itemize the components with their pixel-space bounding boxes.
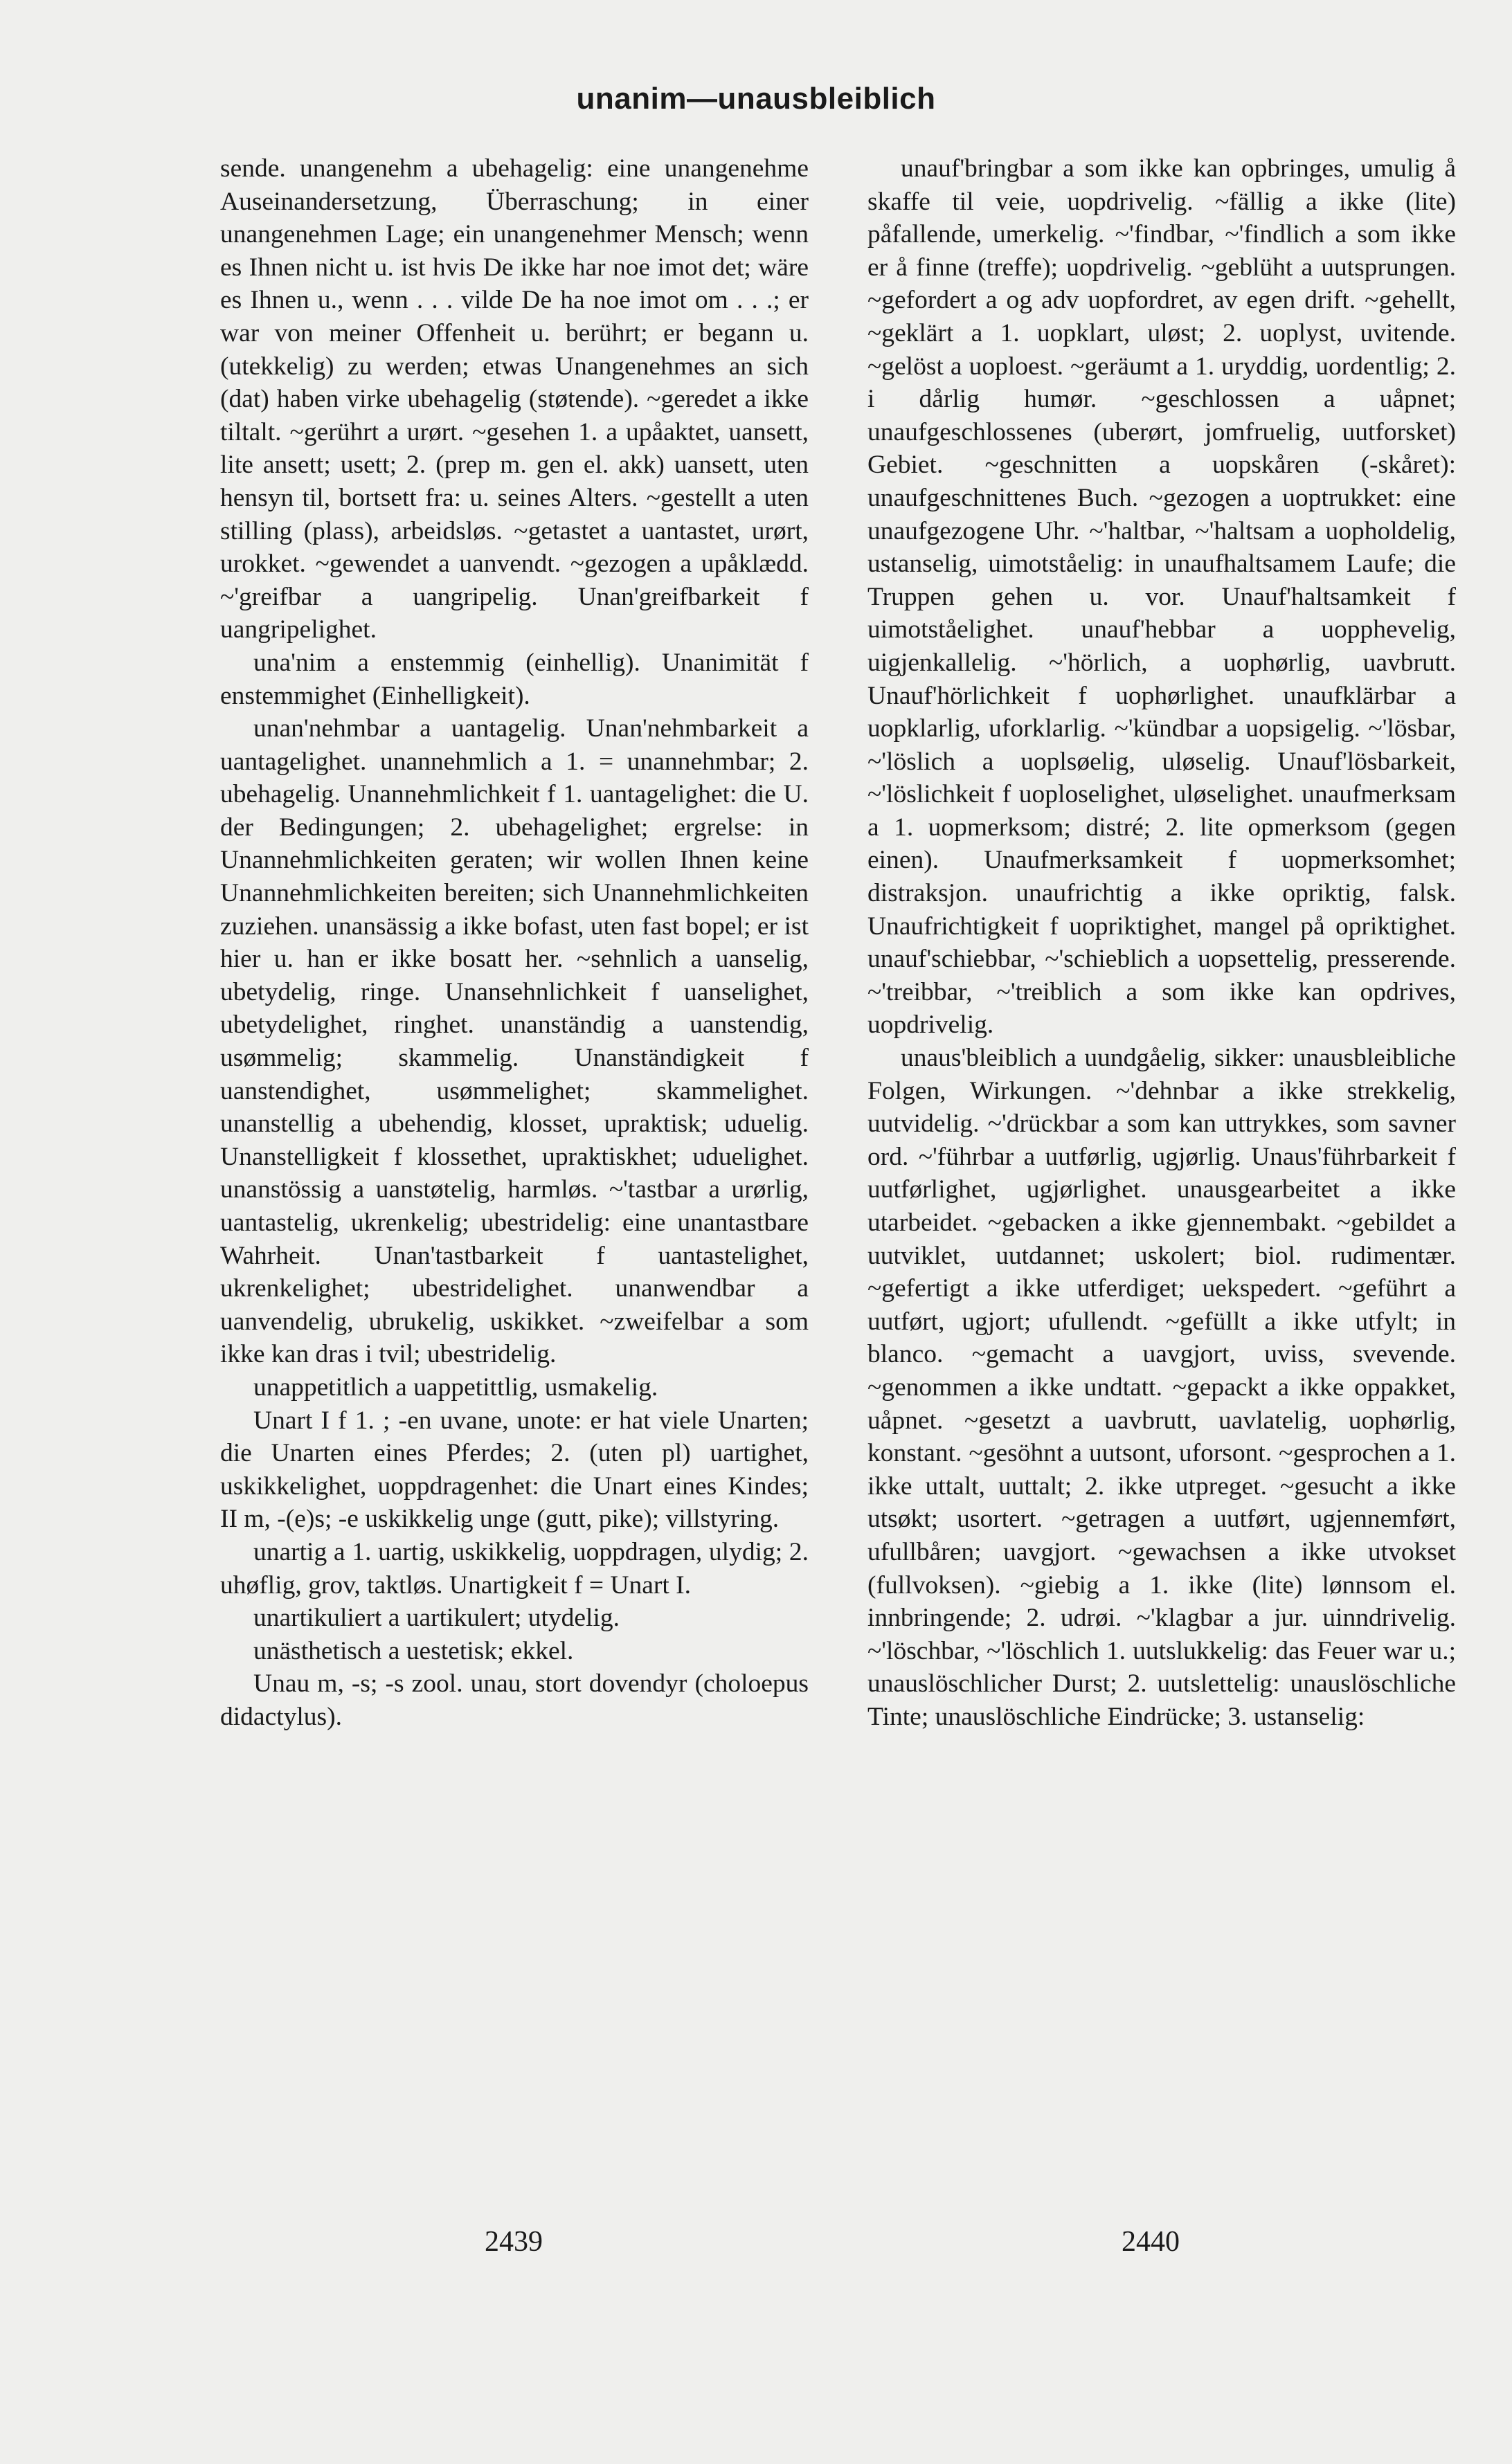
- entry-block: unästhetisch a uestetisk; ekkel.: [253, 1636, 574, 1665]
- entry-block: unappetitlich a uappetittlig, usmakelig.: [253, 1373, 658, 1402]
- entry-block: unan'nehmbar a uantagelig. Unan'nehmbarkeit a uantagelighet. unannehmlich a 1. = unannehmbar; 2. ubehagelig. Unannehmlichkeit f 1. uantagelighet: die U. der Bedingungen; 2. ubehagelighet; ergrelse: in Unannehmlichkeiten geraten; wir wollen Ihnen keine Unannehmlichkeiten bereiten; sich Unannehmlichkeiten zuziehen. unansässig a ikke bofast, uten fast bopel; er ist hier u. han er ikke bosatt her. ~sehnlich a uanselig, ubetydelig, ringe. Unansehnlichkeit f uanselighet, ubetydelighet, ringhet. unanständig a uanstendig, usømmelig; skammelig. Unanständigkeit f uanstendighet, usømmelighet; skammelighet. unanstellig a ubehendig, klosset, upraktisk; uduelig. Unanstelligkeit f klossethet, upraktiskhet; uduelighet. unanstössig a uanstøtelig, harmløs. ~'tastbar a urørlig, uantastelig, ukrenkelig; ubestridelig: eine unantastbare Wahrheit. Unan'tastbarkeit f uantastelighet, ukrenkelighet; ubestridelighet. unanwendbar a uanvendelig, ubrukelig, uskikket. ~zweifelbar a som ikke kan dras i tvil; ubestridelig.: [220, 714, 809, 1369]
- entry-block: unauf'bringbar a som ikke kan opbringes, umulig å skaffe til veie, uopdrivelig. ~fällig a ikke (lite) påfallende, umerkelig. ~'findbar, ~'findlich a som ikke er å finne (treffe); uopdrivelig. ~geblüht a uutsprungen. ~gefordert a og adv uopfordret, av egen drift. ~gehellt, ~geklärt a 1. uopklart, uløst; 2. uoplyst, uvitende. ~gelöst a uoploest. ~geräumt a 1. uryddig, uordentlig; 2. i dårlig humør. ~geschlossen a uåpnet; unaufgeschlossenes (uberørt, jomfruelig, uutforsket) Gebiet. ~geschnitten a uopskåren (-skåret): unaufgeschnittenes Buch. ~gezogen a uoptrukket: eine unaufgezogene Uhr. ~'haltbar, ~'haltsam a uopholdelig, ustanselig, uimotståelig: in unaufhaltsamem Laufe; die Truppen gehen u. vor. Unauf'haltsamkeit f uimotståelighet. unauf'hebbar a uopphevelig, uigjenkallelig. ~'hörlich, a uophørlig, uavbrutt. Unauf'hörlichkeit f uophørlighet. unaufklärbar a uopklarlig, uforklarlig. ~'kündbar a uopsigelig. ~'lösbar, ~'löslich a uoplsøelig, uløselig. Unauf'lösbarkeit, ~'löslichkeit f uoploselighet, uløselighet. unaufmerksam a 1. uopmerksom; distré; 2. lite opmerksom (gegen einen). Unaufmerksamkeit f uopmerksomhet; distraksjon. unaufrichtig a ikke opriktig, falsk. Unaufrichtigkeit f uopriktighet, mangel på opriktighet. unauf'schiebbar, ~'schieblich a uopsettelig, presserende. ~'treibbar, ~'treiblich a som ikke kan opdrives, uopdrivelig.: [867, 154, 1456, 1040]
- page-number-left: 2439: [485, 2226, 543, 2258]
- page-number-right: 2440: [1122, 2226, 1180, 2258]
- entry-block: unartig a 1. uartig, uskikkelig, uoppdragen, ulydig; 2. uhøflig, grov, taktløs. Unartigkeit f = Unart I.: [220, 1537, 809, 1600]
- entry-block: sende. unangenehm a ubehagelig: eine unangenehme Auseinandersetzung, Überraschung; in einer unangenehmen Lage; ein unangenehmer Mensch; wenn es Ihnen nicht u. ist hvis De ikke har noe imot det; wäre es Ihnen u., wenn . . . vilde De ha noe imot om . . .; er war von meiner Offenheit u. berührt; er begann u. (utekkelig) zu werden; etwas Unangenehmes an sich (dat) haben virke ubehagelig (støtende). ~geredet a ikke tiltalt. ~gerührt a urørt. ~gesehen 1. a upåaktet, uansett, lite ansett; usett; 2. (prep m. gen el. akk) uansett, uten hensyn til, bortsett fra: u. seines Alters. ~gestellt a uten stilling (plass), arbeidsløs. ~getastet a uantastet, urørt, urokket. ~gewendet a uanvendt. ~gezogen a upåklædd. ~'greifbar a uangripelig. Unan'greifbarkeit f uangripelighet.: [220, 154, 809, 644]
- entry-block: unaus'bleiblich a uundgåelig, sikker: unausbleibliche Folgen, Wirkungen. ~'dehnbar a ikke strekkelig, uutvidelig. ~'drückbar a som kan uttrykkes, som savner ord. ~'führbar a uutførlig, ugjørlig. Unaus'führbarkeit f uutførlighet, ugjørlighet. unausgearbeitet a ikke utarbeidet. ~gebacken a ikke gjennembakt. ~gebildet a uutviklet, uutdannet; uskolert; biol. rudimentær. ~gefertigt a ikke utferdiget; uekspedert. ~geführt a uutført, ugjort; ufullendt. ~gefüllt a ikke utfylt; in blanco. ~gemacht a uavgjort, uviss, svevende. ~genommen a ikke undtatt. ~gepackt a ikke oppakket, uåpnet. ~gesetzt a uavbrutt, uavlatelig, uophørlig, konstant. ~gesöhnt a uutsont, uforsont. ~gesprochen a 1. ikke uttalt, uuttalt; 2. ikke utpreget. ~gesucht a ikke utsøkt; usortert. ~getragen a uutført, ugjennemført, ufullbåren; uavgjort. ~gewachsen a ikke utvokset (fullvoksen). ~giebig a 1. ikke (lite) lønnsom el. innbringende; 2. udrøi. ~'klagbar a jur. uinndrivelig. ~'löschbar, ~'löschlich 1. uutslukkelig: das Feuer war u.; unauslöschlicher Durst; 2. uutslettelig: unauslöschliche Tinte; unauslöschliche Eindrücke; 3. ustanselig:: [867, 1044, 1456, 1731]
- entry-block: unartikuliert a uartikulert; utydelig.: [253, 1604, 620, 1633]
- right-column: [867, 152, 1456, 1734]
- entry-block: una'nim a enstemmig (einhellig). Unanimität f enstemmighet (Einhelligkeit).: [220, 648, 809, 710]
- running-head: unanim—unausbleiblich: [576, 82, 936, 116]
- entry-block: Unart I f 1. ; -en uvane, unote: er hat viele Unarten; die Unarten eines Pferdes; 2. (uten pl) uartighet, uskikkelighet, uoppdragenhet: die Unart eines Kindes; II m, -(e)s; -e uskikkelig unge (gutt, pike); villstyring.: [220, 1406, 809, 1534]
- entry-block: Unau m, -s; -s zool. unau, stort dovendyr (choloepus didactylus).: [220, 1669, 809, 1731]
- left-column: [220, 152, 809, 1734]
